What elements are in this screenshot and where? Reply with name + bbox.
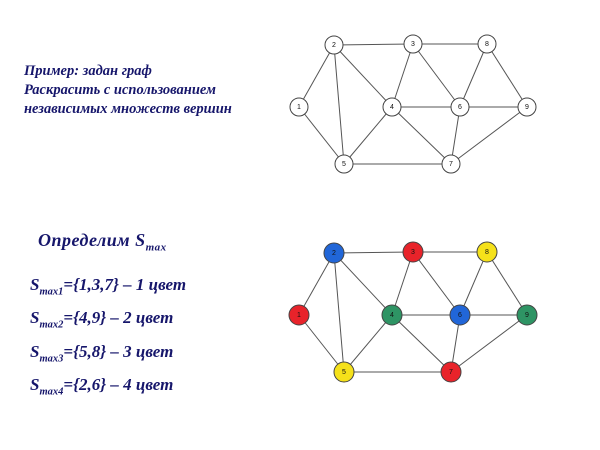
graph-uncolored-svg xyxy=(282,14,552,194)
smax-value: ={1,3,7} – 1 цвет xyxy=(63,275,187,294)
graph-node xyxy=(334,362,354,382)
graph-edge xyxy=(487,44,527,107)
graph-node-label: 4 xyxy=(390,312,394,319)
graph-edge xyxy=(299,315,344,372)
graph-node xyxy=(442,155,460,173)
smax-subscript: max1 xyxy=(39,286,64,298)
graph-node xyxy=(451,98,469,116)
graph-edge xyxy=(392,107,451,164)
smax-row xyxy=(30,305,186,338)
graph-edge xyxy=(460,44,487,107)
smax-value: ={2,6} – 4 цвет xyxy=(63,375,174,395)
smax-name: S xyxy=(30,341,40,361)
graph-node xyxy=(290,98,308,116)
graph-node xyxy=(441,362,461,382)
intro-line-2: Раскрасить с использованием xyxy=(24,82,216,98)
smax-name: S xyxy=(30,275,40,294)
graph-edge xyxy=(413,44,460,107)
graph-node-label: 2 xyxy=(332,42,336,49)
smax-row xyxy=(30,339,186,372)
smax-name: S xyxy=(30,375,40,395)
graph-node-label: 5 xyxy=(342,161,346,168)
graph-node xyxy=(403,242,423,262)
graph-edge xyxy=(334,45,344,164)
determine-heading-subscript: max xyxy=(145,241,167,254)
intro-line-1 xyxy=(24,62,274,81)
graph-edge xyxy=(334,44,413,45)
smax-row xyxy=(30,272,186,305)
intro-line-1-rest: : задан граф xyxy=(74,63,152,79)
graph-edge xyxy=(344,315,392,372)
graph-colored-svg xyxy=(282,222,552,402)
graph-colored-nodes xyxy=(289,242,537,382)
graph-node-label: 4 xyxy=(390,104,394,111)
intro-text xyxy=(24,62,274,119)
graph-node-label: 6 xyxy=(458,312,462,319)
smax-list xyxy=(30,272,186,406)
graph-uncolored-edges xyxy=(299,44,527,164)
graph-edge xyxy=(299,107,344,164)
graph-colored-edges xyxy=(299,252,527,372)
smax-value: ={5,8} – 3 цвет xyxy=(63,341,174,361)
graph-node-label: 7 xyxy=(449,369,453,376)
intro-keyword: Пример xyxy=(24,63,75,79)
graph-node xyxy=(518,98,536,116)
determine-heading-text: Определим S xyxy=(38,230,146,250)
smax-subscript: max4 xyxy=(39,386,64,398)
graph-node-label: 3 xyxy=(411,41,415,48)
intro-line-3: независимых множеств вершин xyxy=(24,101,232,117)
graph-node-label: 8 xyxy=(485,41,489,48)
graph-edge xyxy=(392,315,451,372)
graph-node-label: 7 xyxy=(449,161,453,168)
graph-node xyxy=(517,305,537,325)
graph-node xyxy=(478,35,496,53)
graph-edge xyxy=(299,253,334,315)
graph-edge xyxy=(334,45,392,107)
graph-node-label: 1 xyxy=(297,104,301,111)
graph-edge xyxy=(392,44,413,107)
graph-node xyxy=(404,35,422,53)
graph-node xyxy=(383,98,401,116)
graph-node xyxy=(450,305,470,325)
graph-uncolored-nodes xyxy=(290,35,536,173)
graph-node xyxy=(382,305,402,325)
graph-node-label: 9 xyxy=(525,104,529,111)
determine-heading xyxy=(38,230,167,254)
graph-edge xyxy=(334,252,413,253)
graph-colored xyxy=(282,222,552,402)
graph-node-label: 2 xyxy=(332,250,336,257)
smax-name: S xyxy=(30,308,40,328)
graph-edge xyxy=(299,45,334,107)
graph-edge xyxy=(413,252,460,315)
smax-subscript: max3 xyxy=(39,353,64,365)
graph-node xyxy=(477,242,497,262)
graph-node-label: 1 xyxy=(297,312,301,319)
graph-node-label: 9 xyxy=(525,312,529,319)
smax-subscript: max2 xyxy=(39,319,64,331)
graph-node xyxy=(335,155,353,173)
smax-row xyxy=(30,372,186,405)
graph-node xyxy=(289,305,309,325)
graph-edge xyxy=(334,253,344,372)
graph-node xyxy=(324,243,344,263)
graph-edge xyxy=(487,252,527,315)
graph-uncolored xyxy=(282,14,552,194)
graph-edge xyxy=(334,253,392,315)
graph-node-label: 5 xyxy=(342,369,346,376)
graph-node xyxy=(325,36,343,54)
graph-node-label: 3 xyxy=(411,249,415,256)
graph-node-label: 8 xyxy=(485,249,489,256)
graph-edge xyxy=(344,107,392,164)
smax-value: ={4,9} – 2 цвет xyxy=(63,308,174,328)
graph-node-label: 6 xyxy=(458,104,462,111)
